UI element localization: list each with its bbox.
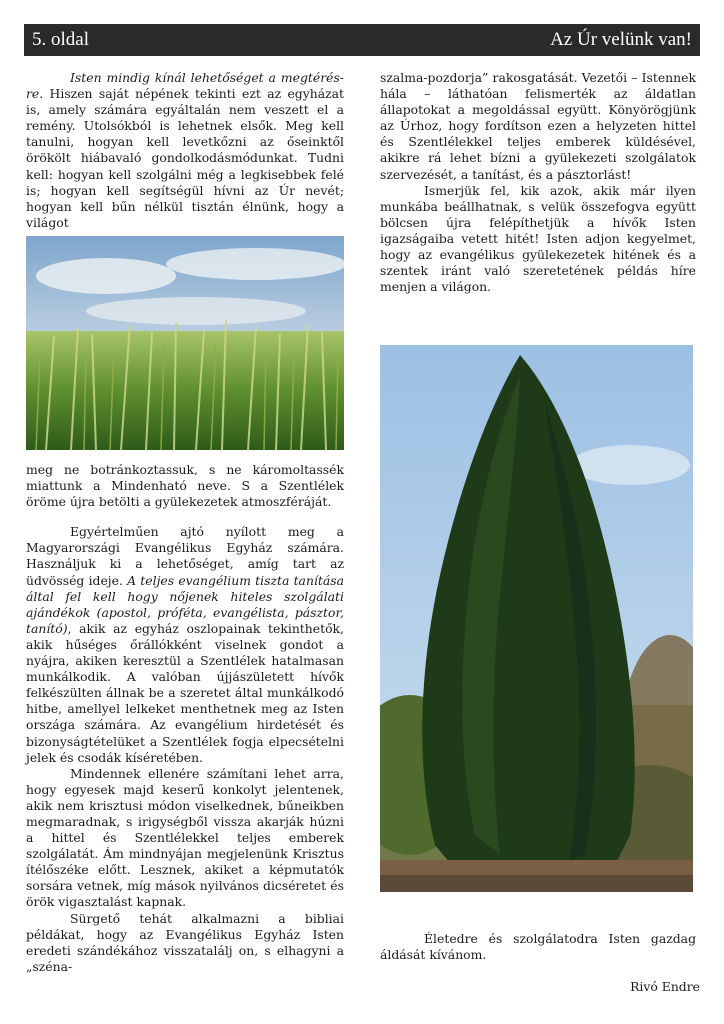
intro-text: Hiszen saját népének tekinti ezt az egyházat is, amely számára egyáltalán nem veszett el a remény. Utolsókból is lehetnek elsők. Meg kell tanulni, hogyan kell levetkőzni az őseinktől örökölt hiábavaló gondolkodásmódunkat. Tudni kell: hogyan kell szolgálni még a legkisebbek felé is; hogyan kell segítségül hívni az Úr nevét; hogyan kell bűn nélkül tisztán élnünk, hogy a világot: [26, 86, 344, 230]
right-paragraph-recognize: Ismerjük fel, kik azok, akik már ilyen munkába beállhatnak, s velük összefogva együtt bölcsen újra felépíthetjük a hívők Isten igazságaiba vetett hitét! Isten adjon kegyelmet, hogy az evangélikus gyülekezetek hitének és a szentek iránt való szeretetének példás híre menjen a világon.: [380, 182, 696, 295]
intro-italic: Isten mindig kínál lehetőséget a megtérés-re.: [26, 70, 344, 102]
paragraph-tares: Mindennek ellenére számítani lehet arra, hogy egyesek majd keserű konkolyt jelentenek, akik nem krisztusi módon viselkednek, bűneikben megmaradnak, s irigységből vissza akarják húzni a hittel és Szentlélekkel teljes emberek szolgálatát. Ám mindnyájan megjelenünk Krisztus ítélőszéke előtt. Lesznek, akiket a képmutatók sorsára vetnek, míg mások nyilvános dicséretet és örök vigasztalást kapnak.: [26, 765, 344, 910]
author-signature: Rivó Endre: [630, 979, 700, 994]
page-header: [24, 24, 700, 56]
blessing-paragraph: Életedre és szolgálatodra Isten gazdag áldását kívánom.: [380, 931, 696, 963]
cypress-tree-photo: [380, 345, 693, 892]
left-column-top: [26, 70, 344, 231]
opportunity-text-a: Egyértelműen ajtó nyílott meg a Magyarországi Evangélikus Egyház számára. Használjuk ki a lehetőséget, amíg tart az üdvösség ideje.: [26, 524, 344, 588]
wheat-field-photo: [26, 236, 344, 450]
opportunity-italic: A teljes evangélium tiszta tanítása által fel kell hogy nőjenek hiteles szolgálati ajándékok (apostol, próféta, evangélista, pásztor, tanító): [26, 572, 345, 636]
page-number: 5. oldal: [32, 29, 89, 50]
paragraph-opportunity: [26, 524, 344, 765]
left-column-bottom: [26, 462, 344, 975]
cypress-tree-image: [380, 345, 693, 892]
newsletter-title: Az Úr velünk van!: [550, 29, 692, 50]
right-continuation: szalma-pozdorja” rakosgatását. Vezetői – Istennek hála – láthatóan felismerték az áldatlan állapotokat a megoldással együtt. Könyörögjünk az Úrhoz, hogy fordítson ezen a helyzeten hittel és Szentlélekkel teljes emberek küldésével, akikre rá lehet bízni a gyülekezeti szolgálatok szervezését, a tanítást, és a pásztorlást!: [380, 70, 696, 182]
right-column-bottom: [380, 931, 696, 963]
right-column-top: [380, 70, 696, 295]
paragraph-urgent: Sürgető tehát alkalmazni a bibliai példákat, hogy az Evangélikus Egyház Isten eredeti szándékához visszatalálj on, s elhagyni a „széna-: [26, 910, 344, 974]
opportunity-text-b: , akik az egyház oszlopainak tekinthetők, akik hűséges őrállókként viselnek gondot a nyájra, akiken keresztül a Szentlélek hatalmasan munkálkodik. A valóban újjászületett hívők felkészülten állnak be a szeretet által munkálkodó hitbe, amellyel lelkeket menthetnek meg az Isten országa számára. Az evangélium hirdetését és bizonyságtételüket a Szentlélek fogja elpecsételni jelek és csodák kíséretében.: [26, 620, 344, 765]
continuation-paragraph: meg ne botránkoztassuk, s ne káromoltassék miattunk a Mindenható neve. S a Szentlélek öröme újra betölti a gyülekezetek atmoszféráját.: [26, 462, 344, 510]
wheat-field-image: [26, 236, 344, 450]
intro-paragraph: [26, 70, 344, 231]
